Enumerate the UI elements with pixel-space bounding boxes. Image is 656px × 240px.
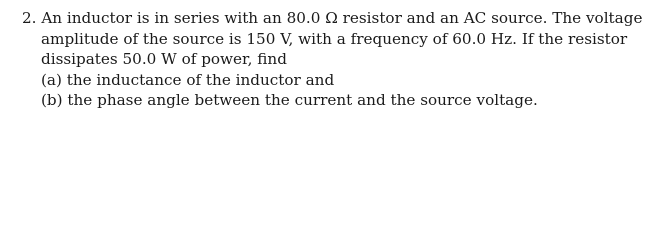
problem-statement-line-1: 2. An inductor is in series with an 80.0 Ω resistor and an AC source. The voltage <box>22 9 643 27</box>
problem-statement-line-3: dissipates 50.0 W of power, find <box>41 50 287 68</box>
problem-statement-line-2: amplitude of the source is 150 V, with a frequency of 60.0 Hz. If the resistor <box>41 29 628 48</box>
question-part-b: (b) the phase angle between the current and the source voltage. <box>41 91 538 109</box>
question-part-a: (a) the inductance of the inductor and <box>41 70 335 89</box>
problem-text <box>22 8 647 111</box>
